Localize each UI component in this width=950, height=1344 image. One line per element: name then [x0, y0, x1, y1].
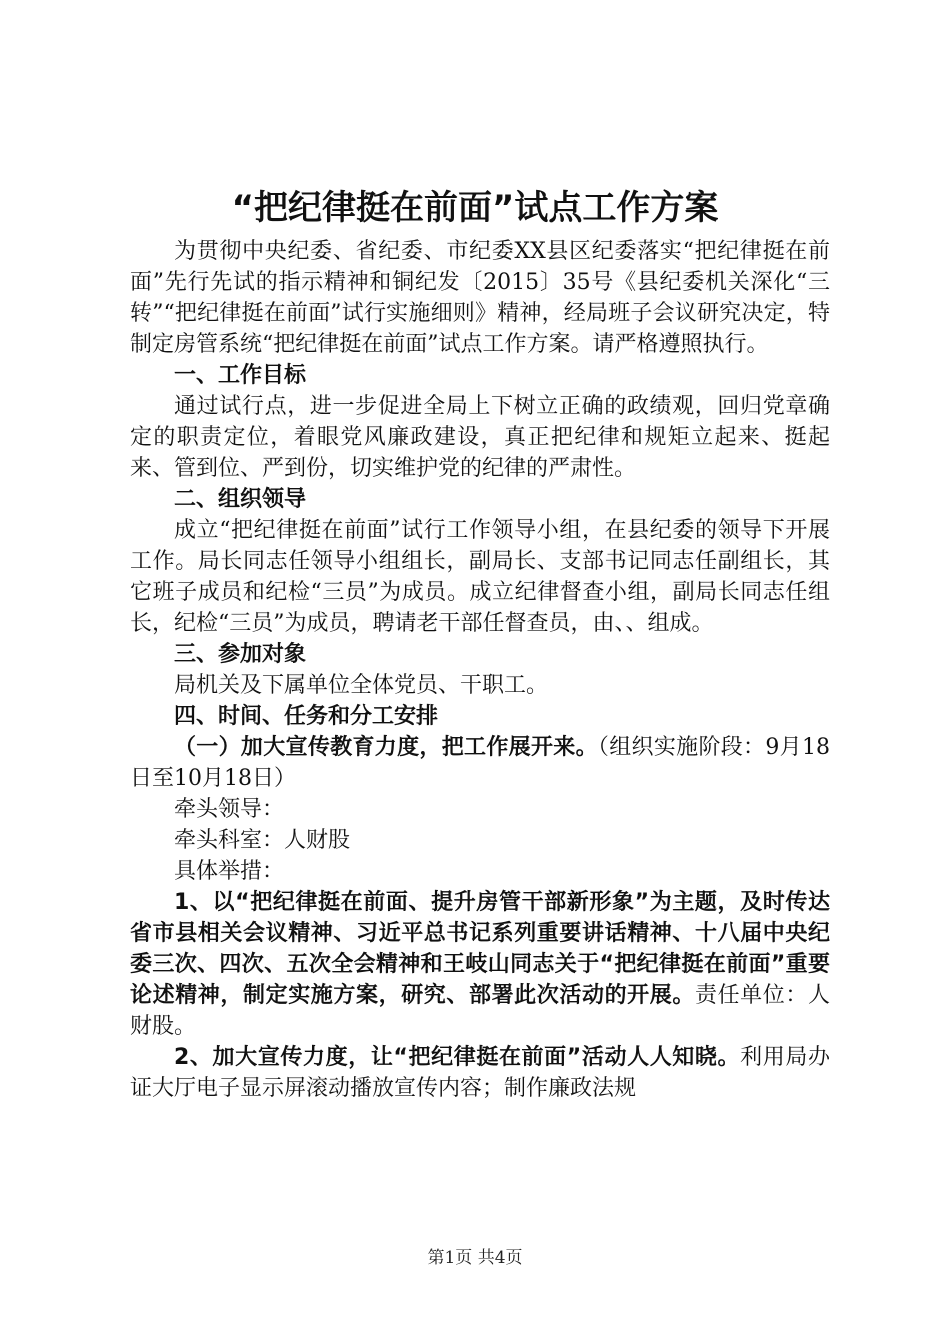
section-heading-goals: 一、工作目标 [174, 363, 307, 388]
lead-person-line: 牵头领导： [174, 797, 285, 822]
item-2-text: 利用局办证大厅电子显示屏滚动播放宣传内容；制作廉政法规 [130, 1045, 830, 1101]
item-2-paragraph [130, 1042, 830, 1104]
intro-paragraph: 为贯彻中央纪委、省纪委、市纪委XX县区纪委落实“把纪律挺在前面”先行先试的指示精神和铜纪发〔2015〕35号《县纪委机关深化“三转”“把纪律挺在前面”试行实施细则》精神，经局班子会议研究决定，特制定房管系统“把纪律挺在前面”试点工作方案。请严格遵照执行。 [130, 239, 830, 357]
item-2-bold-text: 2、加大宣传力度，让“把纪律挺在前面”活动人人知晓。 [174, 1045, 741, 1070]
page-footer: 第1页 共4页 [427, 1248, 523, 1268]
section-heading-schedule: 四、时间、任务和分工安排 [174, 704, 439, 729]
organization-paragraph: 成立“把纪律挺在前面”试行工作领导小组，在县纪委的领导下开展工作。局长同志任领导小组组长，副局长、支部书记同志任副组长，其它班子成员和纪检“三员”为成员。成立纪律督查小组，副局长同志任组长，纪检“三员”为成员，聘请老干部任督查员，由、、组成。 [130, 518, 830, 636]
subsection-1-paragraph [130, 732, 830, 794]
item-1-paragraph [130, 887, 830, 1042]
section-heading-participants: 三、参加对象 [174, 642, 307, 667]
subsection-1-heading: （一）加大宣传教育力度，把工作展开来。 [174, 735, 598, 760]
document-title: “把纪律挺在前面”试点工作方案 [231, 188, 719, 228]
item-1-responsible: 责任单位：人财股。 [130, 983, 830, 1039]
goals-paragraph: 通过试行点，进一步促进全局上下树立正确的政绩观，回归党章确定的职责定位，着眼党风廉政建设，真正把纪律和规矩立起来、挺起来、管到位、严到份，切实维护党的纪律的严肃性。 [130, 394, 830, 481]
document-body [130, 236, 830, 1104]
section-heading-organization: 二、组织领导 [174, 487, 307, 512]
participants-paragraph: 局机关及下属单位全体党员、干职工。 [174, 673, 549, 698]
subsection-1-period: （组织实施阶段：9月18日至10月18日） [130, 735, 830, 791]
lead-office-line: 牵头科室：人财股 [174, 828, 351, 853]
item-1-bold-text: 1、以“把纪律挺在前面、提升房管干部新形象”为主题，及时传达省市县相关会议精神、习近平总书记系列重要讲话精神、十八届中央纪委三次、四次、五次全会精神和王岐山同志关于“把纪律挺在前面”重要论述精神，制定实施方案，研究、部署此次活动的开展。 [130, 890, 830, 1008]
measures-line: 具体举措： [174, 859, 285, 884]
